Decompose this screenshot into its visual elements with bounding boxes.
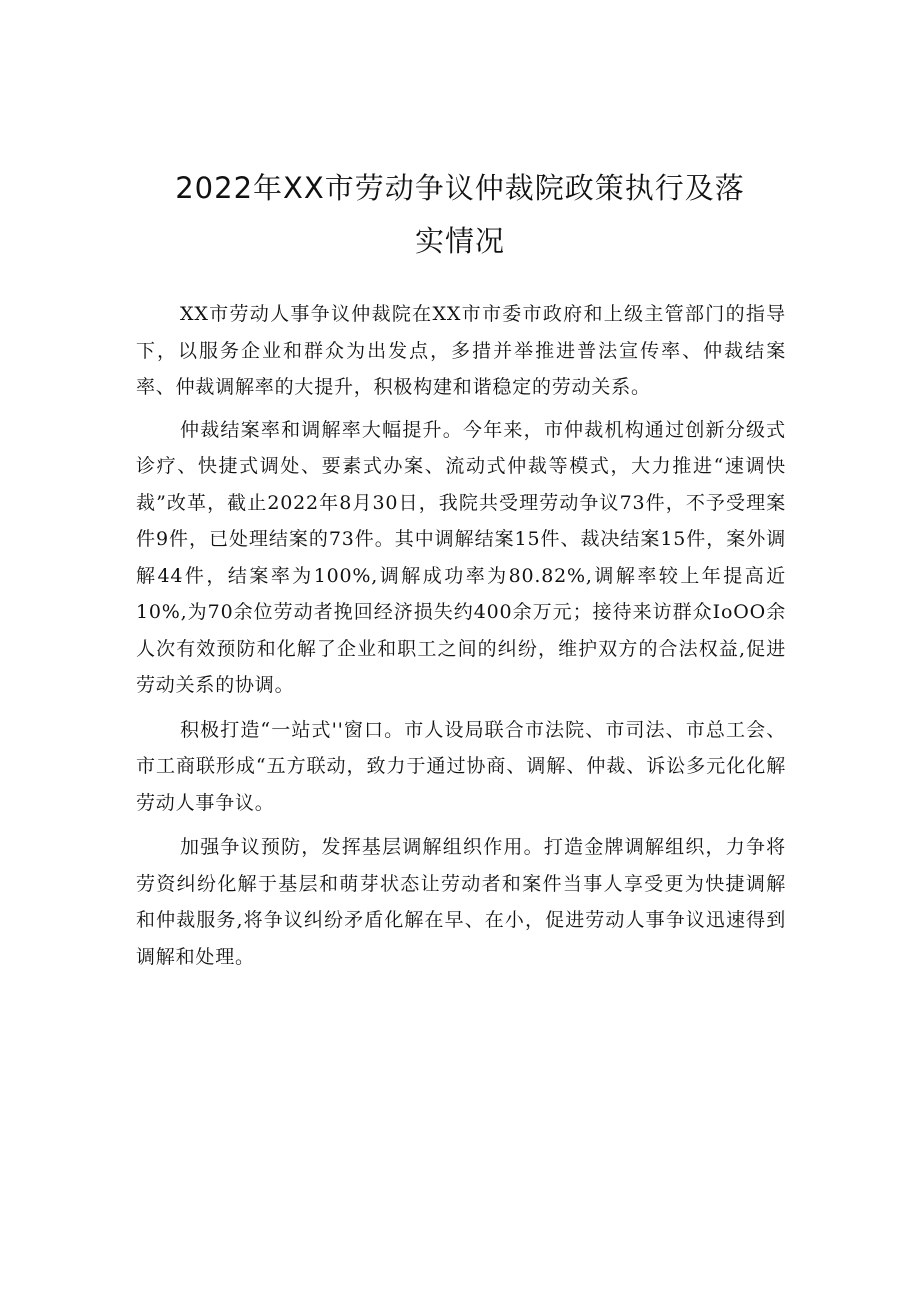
title-line-2: 实情况 bbox=[414, 224, 505, 258]
paragraph-intro: XX市劳动人事争议仲裁院在XX市市委市政府和上级主管部门的指导下，以服务企业和群众为出发点，多措并举推进普法宣传率、仲裁结案率、仲裁调解率的大提升，积极构建和谐稳定的劳动关系。 bbox=[136, 303, 786, 398]
document-title bbox=[120, 162, 800, 268]
paragraph-case-statistics: 仲裁结案率和调解率大幅提升。今年来，市仲裁机构通过创新分级式诊疗、快捷式调处、要素式办案、流动式仲裁等模式，大力推进“速调快裁”改革，截止2022年8月30日，我院共受理劳动争议73件，不予受理案件9件，已处理结案的73件。其中调解结案15件、裁决结案15件，案外调解44件，结案率为100%,调解成功率为80.82%,调解率较上年提高近10%,为70余位劳动者挽回经济损失约400余万元；接待来访群众IoOO余人次有效预防和化解了企业和职工之间的纠纷，维护双方的合法权益,促进劳动关系的协调。 bbox=[136, 418, 786, 696]
title-line-1: 2022年XX市劳动争议仲裁院政策执行及落 bbox=[175, 171, 745, 205]
paragraph-one-stop-window: 积极打造“一站式''窗口。市人设局联合市法院、市司法、市总工会、市工商联形成“五方联动，致力于通过协商、调解、仲裁、诉讼多元化化解劳动人事争议。 bbox=[136, 718, 786, 814]
document-body bbox=[136, 296, 786, 975]
paragraph-dispute-prevention: 加强争议预防，发挥基层调解组织作用。打造金牌调解组织，力争将劳资纠纷化解于基层和萌芽状态让劳动者和案件当事人享受更为快捷调解和仲裁服务,将争议纠纷矛盾化解在早、在小，促进劳动人事争议迅速得到调解和处理。 bbox=[136, 836, 786, 968]
